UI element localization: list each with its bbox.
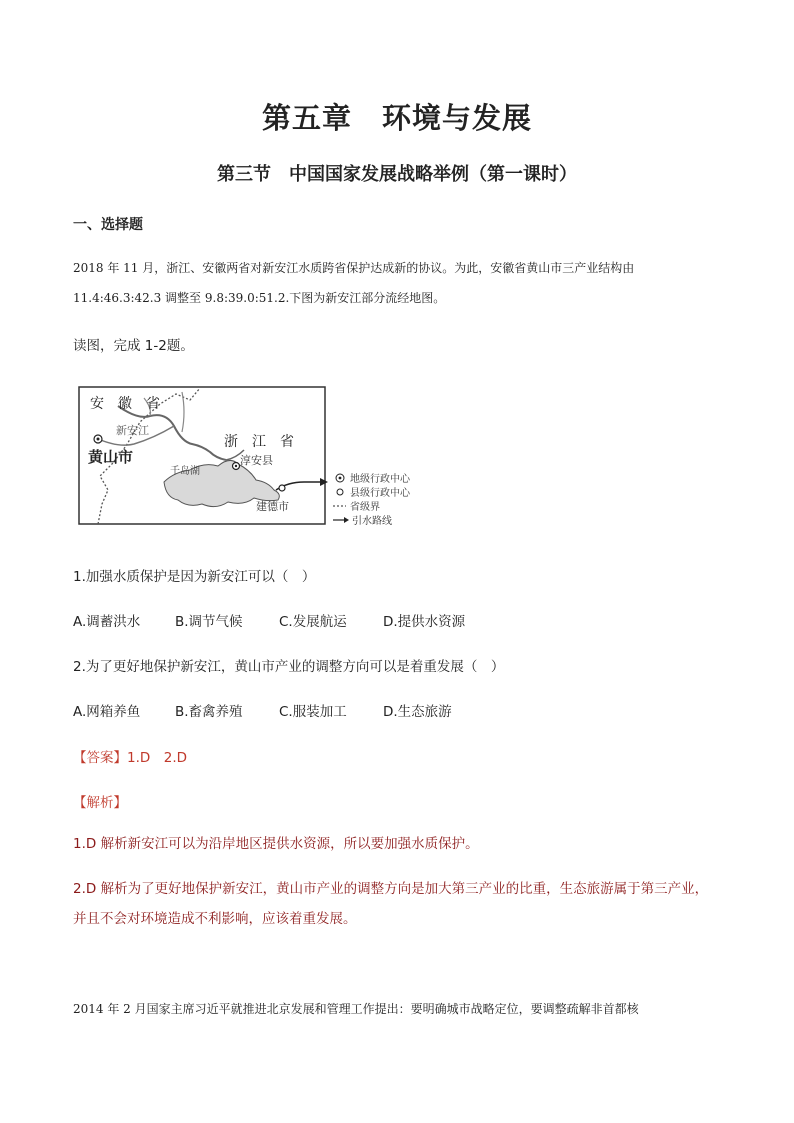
huangshan-label: 黄山市 [88, 448, 134, 466]
anhui-label: 安 徽 省 [90, 396, 160, 412]
question-section-heading: 一、选择题 [73, 217, 143, 233]
q1-option-d[interactable]: D.提供水资源 [383, 614, 466, 630]
q1-option-a[interactable]: A.调蓄洪水 [73, 614, 141, 630]
analysis-label: 【解析】 [73, 795, 127, 811]
q2-option-d[interactable]: D.生态旅游 [383, 704, 452, 720]
intro-line-1: 2018 年 11 月，浙江、安徽两省对新安江水质跨省保护达成新的协议。为此，安徽省黄山市三产业结构由 [73, 261, 635, 275]
question-2-stem: 2.为了更好地保护新安江，黄山市产业的调整方向可以是着重发展（ ） [73, 659, 505, 675]
qiandaohu-label: 千岛湖 [170, 466, 200, 477]
chapter-title: 第五章 环境与发展 [261, 101, 532, 135]
legend-diversion: 引水路线 [352, 516, 392, 526]
question-1-options [73, 610, 465, 630]
chunan-label: 淳安县 [240, 454, 273, 467]
q1-option-c[interactable]: C.发展航运 [279, 614, 347, 630]
q2-option-a[interactable]: A.网箱养鱼 [73, 704, 141, 720]
legend-county: 县级行政中心 [350, 488, 410, 499]
question-2-options [73, 700, 452, 720]
legend-prefecture: 地级行政中心 [350, 474, 410, 485]
analysis-1: 1.D 解析新安江可以为沿岸地区提供水资源，所以要加强水质保护。 [73, 836, 479, 852]
intro-paragraph [73, 253, 733, 313]
answer-line: 【答案】1.D 2.D [73, 750, 188, 766]
analysis-2-line-2: 并且不会对环境造成不利影响，应该着重发展。 [73, 911, 357, 927]
xinanjiang-map [78, 386, 428, 526]
question-1-stem: 1.加强水质保护是因为新安江可以（ ） [73, 569, 316, 585]
intro-line-2: 11.4:46.3:42.3 调整至 9.8:39.0:51.2.下图为新安江部分流经地图。 [73, 291, 446, 305]
legend-border: 省级界 [350, 502, 380, 513]
q1-option-b[interactable]: B.调节气候 [175, 614, 243, 630]
zhejiang-label: 浙 江 省 [224, 434, 294, 450]
xinanjiang-label: 新安江 [116, 424, 149, 437]
section-title: 第三节 中国国家发展战略举例（第一课时） [217, 164, 577, 185]
map-legend [333, 472, 411, 526]
q2-option-b[interactable]: B.畜禽养殖 [175, 704, 243, 720]
jiande-label: 建德市 [256, 500, 289, 513]
analysis-2-line-1: 2.D 解析为了更好地保护新安江，黄山市产业的调整方向是加大第三产业的比重，生态旅游属于第三产业， [73, 881, 709, 897]
next-paragraph: 2014 年 2 月国家主席习近平就推进北京发展和管理工作提出：要明确城市战略定位，要调整疏解非首都核 [73, 1002, 639, 1016]
read-prompt: 读图，完成 1-2题。 [73, 338, 194, 354]
q2-option-c[interactable]: C.服装加工 [279, 704, 347, 720]
analysis-2 [73, 874, 733, 934]
